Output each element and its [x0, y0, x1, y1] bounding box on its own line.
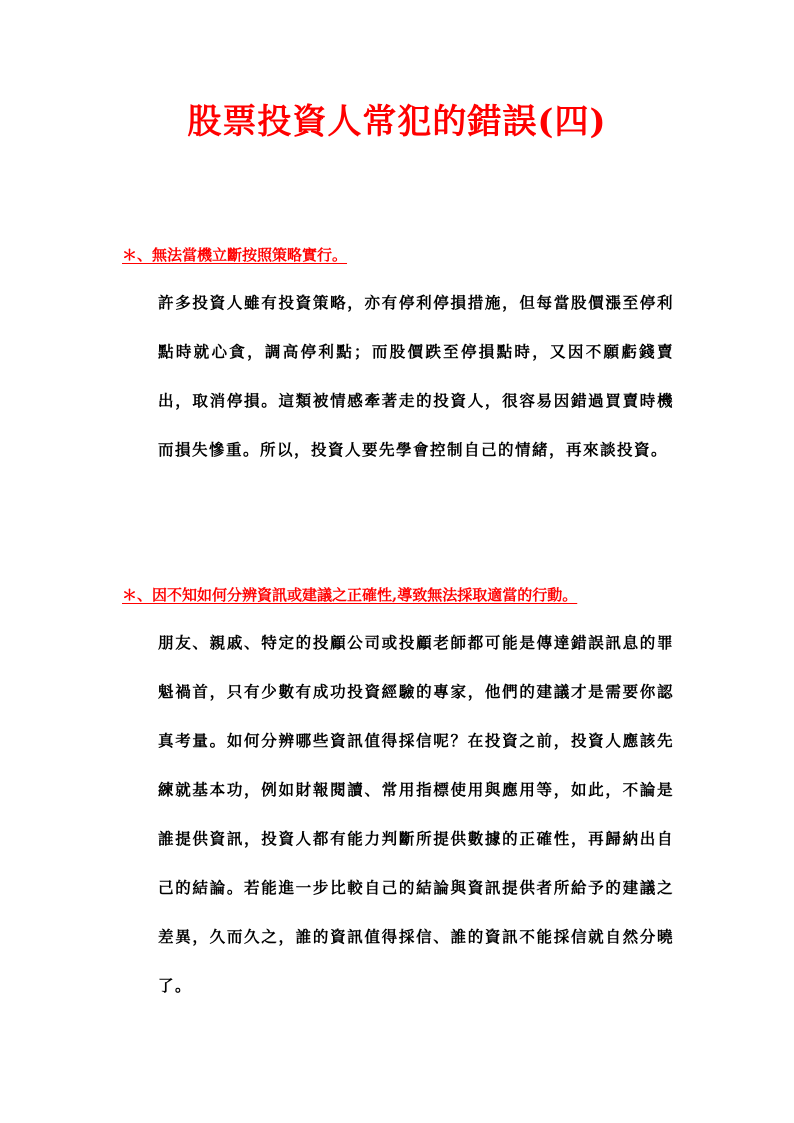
section-heading-1: ＊、無法當機立斷按照策略實行。 — [122, 246, 348, 264]
document-title: 股票投資人常犯的錯誤(四) — [187, 102, 607, 142]
section-body-1: 許多投資人雖有投資策略，亦有停利停損措施，但每當股價漲至停利點時就心貪，調高停利點；而股價跌至停損點時，又因不願虧錢賣出，取消停損。這類被情感牽著走的投資人，很容易因錯過買賣時機而損失慘重。所以，投資人要先學會控制自己的情緒，再來談投資。 — [158, 293, 674, 459]
section-heading-2: ＊、因不知如何分辨資訊或建議之正確性,導致無法採取適當的行動。 — [122, 586, 578, 604]
section-body-2: 朋友、親戚、特定的投顧公司或投顧老師都可能是傳達錯誤訊息的罪魁禍首，只有少數有成功投資經驗的專家，他們的建議才是需要你認真考量。如何分辨哪些資訊值得採信呢？在投資之前，投資人應該先練就基本功，例如財報閱讀、常用指標使用與應用等，如此，不論是誰提供資訊，投資人都有能力判斷所提供數據的正確性，再歸納出自己的結論。若能進一步比較自己的結論與資訊提供者所給予的建議之差異，久而久之，誰的資訊值得採信、誰的資訊不能採信就自然分曉了。 — [158, 633, 674, 995]
